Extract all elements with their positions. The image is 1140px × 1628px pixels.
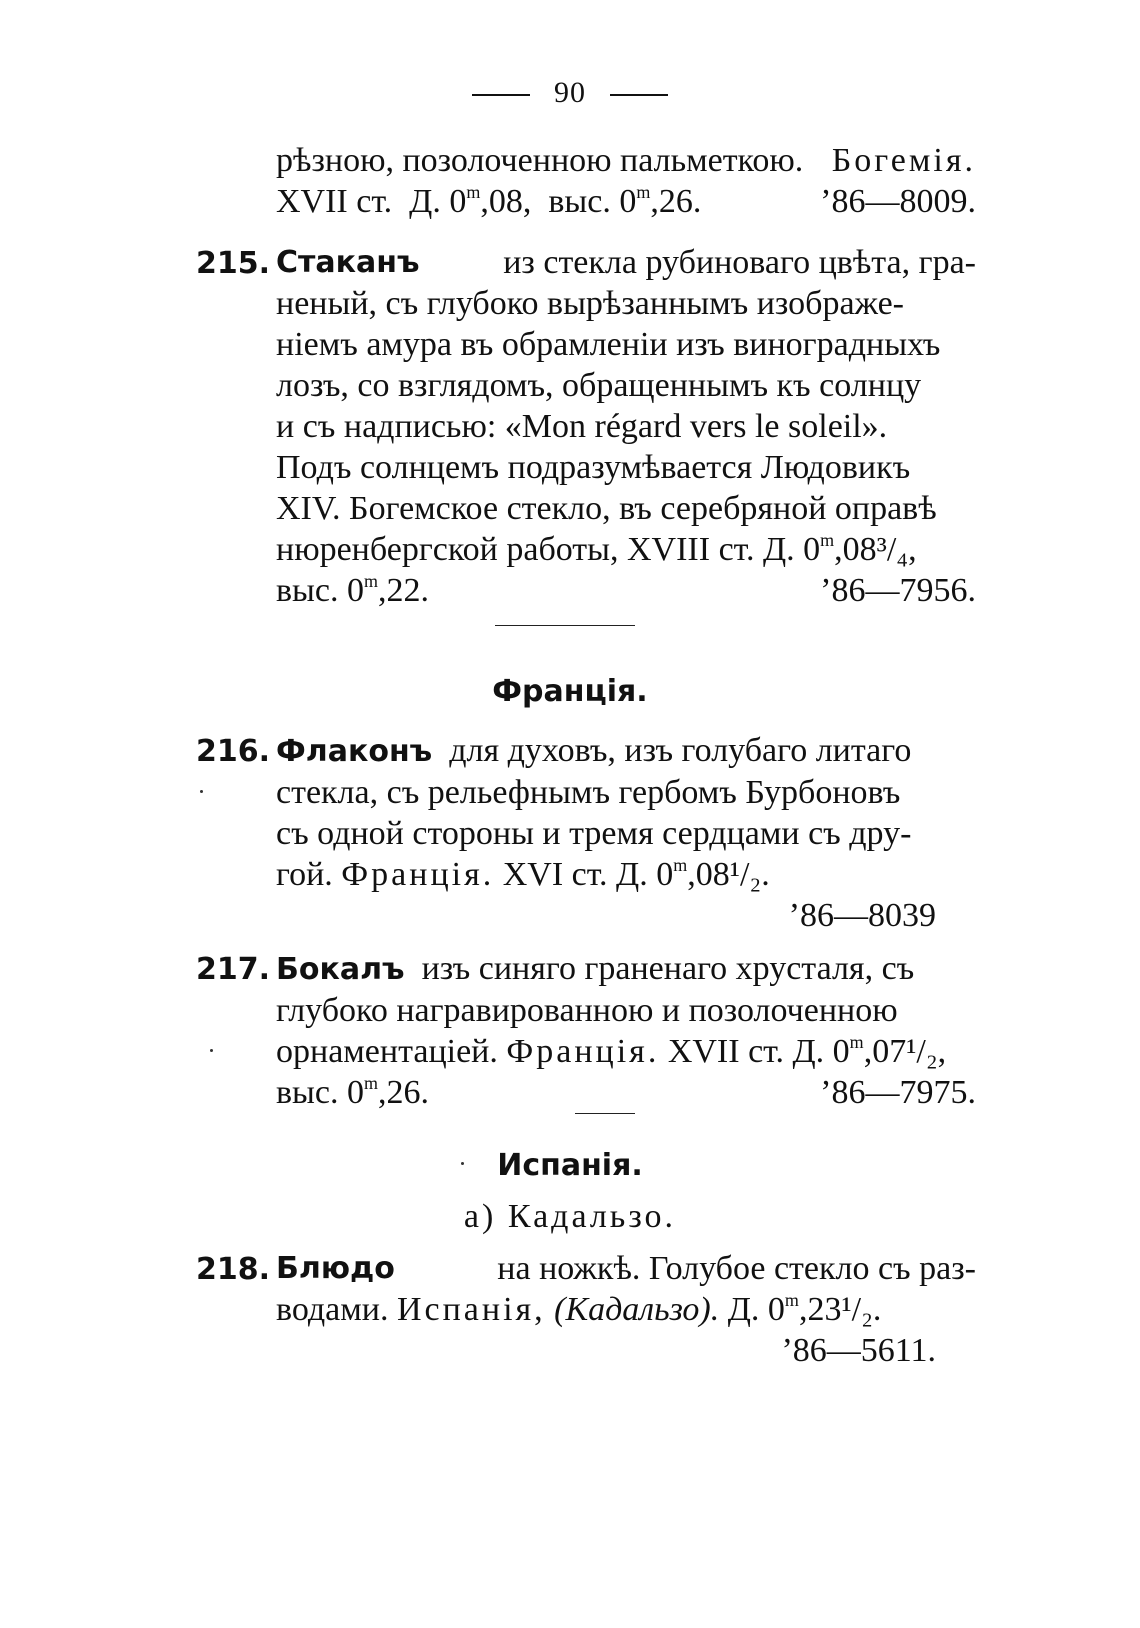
page-number: 90	[554, 76, 586, 109]
entry-number: 216.	[196, 734, 271, 769]
text-line: нюренбергской работы, XVIII ст. Д. 0$^m$,08³/₄,	[276, 530, 917, 568]
place-name: Испанія,	[396, 1291, 546, 1328]
entry-number: 217.	[196, 952, 271, 987]
text-line: неный, съ глубоко вырѣзаннымъ изображе-	[276, 285, 905, 322]
entry-217	[276, 948, 976, 1113]
inventory-number: ’86—7956.	[820, 572, 976, 609]
entry-number: 215.	[196, 246, 271, 281]
text-line: съ одной стороны и тремя сердцами съ дру-	[276, 815, 912, 852]
entry-218	[276, 1248, 976, 1371]
text-line: стекла, съ рельефнымъ гербомъ Бурбоновъ	[276, 774, 901, 811]
inventory-number: ’86—5611.	[781, 1332, 936, 1369]
entry-lead: Блюдо	[276, 1251, 395, 1286]
entry-lead: Флаконъ	[276, 734, 433, 769]
entry-215	[276, 242, 976, 611]
text-line: выс. 0$^m$,22. ’86—7956.	[276, 571, 976, 609]
text-line: глубоко награвированною и позолоченною	[276, 992, 898, 1029]
section-heading-spain: Испанія.	[497, 1148, 643, 1183]
text-line: и съ надписью: «Mon régard vers le soleil».	[276, 408, 888, 445]
text-line: Блюдо на ножкѣ. Голубое стекло съ раз-	[276, 1250, 976, 1287]
print-speck	[210, 1049, 213, 1052]
print-speck	[200, 790, 203, 793]
entry-216	[276, 730, 976, 936]
text-line: орнаментаціей. Франція. XVII ст. Д. 0$^m$,07¹/₂,	[276, 1032, 947, 1070]
header-rule-right	[610, 94, 668, 96]
text-line: водами. Испанія, (Кадальзо). Д. 0$^m$,23¹/₂.	[276, 1290, 882, 1328]
inventory-number: ’86—7975.	[820, 1074, 976, 1111]
text-line: Стаканъ из стекла рубиноваго цвѣта, гра-	[276, 244, 976, 281]
text-line: гой. Франція. XVI ст. Д. 0$^m$,08¹/₂.	[276, 855, 770, 893]
text-line: выс. 0$^m$,26. ’86—7975.	[276, 1073, 976, 1111]
section-heading-france: Франція.	[492, 674, 648, 709]
entry-continuation	[276, 140, 976, 222]
subsection-heading: а) Кадальзо.	[463, 1198, 677, 1235]
text-line: XIV. Богемское стекло, въ серебряной оправѣ	[276, 490, 937, 527]
page-number-header	[0, 76, 1140, 110]
section-divider	[575, 1113, 635, 1114]
text-line: Бокалъ изъ синяго граненаго хрусталя, съ	[276, 950, 915, 987]
entry-lead: Бокалъ	[276, 952, 405, 987]
inventory-number: ’86—8009.	[820, 183, 976, 220]
entry-number: 218.	[196, 1252, 271, 1287]
text-line: ніемъ амура въ обрамленіи изъ виноградныхъ	[276, 326, 941, 363]
section-divider	[495, 625, 635, 626]
text-line: Флаконъ для духовъ, изъ голубаго литаго	[276, 732, 912, 769]
header-rule-left	[472, 94, 530, 96]
inventory-number: ’86—8039	[788, 897, 936, 934]
entry-lead: Стаканъ	[276, 245, 420, 280]
place-name: Франція.	[341, 856, 495, 893]
text-line: лозъ, со взглядомъ, обращеннымъ къ солнцу	[276, 367, 922, 404]
text-line: Подъ солнцемъ подразумѣвается Людовикъ	[276, 449, 911, 486]
place-name: Богемія.	[831, 142, 976, 179]
place-name: Франція.	[506, 1033, 660, 1070]
text-line: XVII ст. Д. 0$^m$,08, выс. 0$^m$,26. ’86—8009.	[276, 182, 976, 220]
text-line: рѣзною, позолоченною пальметкою. Богемія.	[276, 142, 976, 179]
